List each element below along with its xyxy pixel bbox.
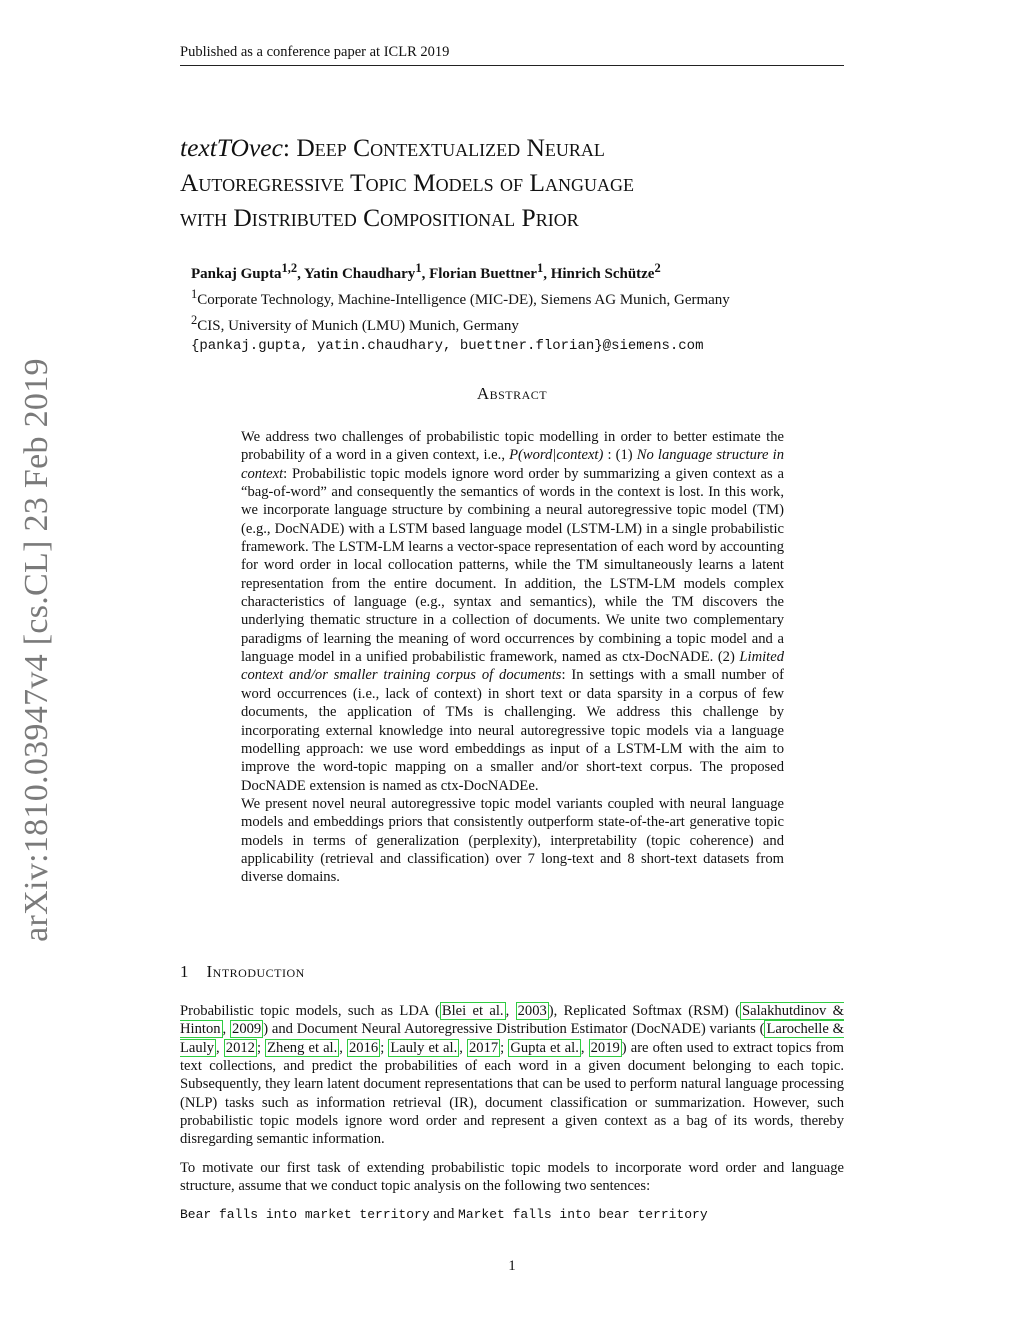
- affiliation-2: [191, 310, 831, 336]
- affiliation-1: [191, 284, 831, 310]
- abstract-text: : Probabilistic topic models ignore word order by summarizing a given context as a “bag-of-word” and consequently the semantics of words in the context is lost. In this work, we incorporate language structure by combining a neural autoregressive topic model (TM) (e.g., DocNADE) with a LSTM based language model (LSTM-LM) in a single probabilistic framework. The LSTM-LM learns a vector-space representation of each word by accounting for word order in local collocation patterns, while the TM simultaneously learns a latent representation from the entire document. In addition, the LSTM-LM models complex characteristics of language (e.g., syntax and semantics), while the TM discovers the underlying thematic structure in a collection of documents. We unite two complementary paradigms of learning the meaning of word occurrences by combining a topic model and a language model in a unified probabilistic framework, named as ctx-DocNADE. (2): [241, 465, 784, 666]
- example-conjunction: and: [429, 1206, 459, 1223]
- intro-text: ,: [505, 1003, 516, 1019]
- abstract-paragraph-1: [241, 428, 784, 795]
- introduction-body: [180, 1002, 844, 1235]
- intro-text: ,: [216, 1039, 224, 1056]
- arxiv-sidebar: [10, 355, 64, 945]
- citation-link[interactable]: 2019: [590, 1039, 620, 1056]
- example-sentence-2: Market falls into bear territory: [458, 1207, 708, 1223]
- author-1: Pankaj Gupta: [191, 266, 282, 282]
- arxiv-identifier: arXiv:1810.03947v4 [cs.CL] 23 Feb 2019: [18, 358, 55, 942]
- paper-title: [180, 130, 840, 235]
- citation-link[interactable]: Salakhutdinov & Hinton: [180, 1003, 845, 1038]
- section-number: 1: [180, 962, 189, 981]
- citation-link[interactable]: 2009: [232, 1021, 262, 1038]
- intro-text: ) are often used to extract topics from text collections, and predict the probabilities of each word in a given document belonging to each topic. Subsequently, they learn latent document representations that can be used to perform natural language processing (NLP) tasks such as information retrieval (IR), document classification or summarization. However, such probabilistic topic models ignore word order and represent a given context as a bag of its words, thereby disregarding semantic information.: [180, 1039, 845, 1148]
- intro-text: ) and Document Neural Autoregressive Distribution Estimator (DocNADE) variants (: [263, 1021, 765, 1038]
- author-2-sup: 1: [415, 261, 422, 275]
- title-line-2: Autoregressive Topic Models of Language: [180, 168, 634, 197]
- citation-link[interactable]: Blei et al.: [441, 1003, 504, 1019]
- author-names: [191, 258, 831, 284]
- example-sentences: [180, 1205, 844, 1224]
- example-sentence-1: Bear falls into market territory: [180, 1207, 430, 1223]
- intro-text: ;: [256, 1039, 266, 1056]
- affiliation-1-sup: 1: [191, 287, 198, 301]
- citation-link[interactable]: 2017: [468, 1039, 499, 1056]
- intro-text: ,: [339, 1039, 347, 1056]
- citation-link[interactable]: Larochelle & Lauly: [180, 1021, 844, 1056]
- intro-text: ), Replicated Softmax (RSM) (: [548, 1003, 740, 1019]
- citation-link[interactable]: 2016: [349, 1039, 379, 1056]
- intro-text: ;: [500, 1039, 509, 1056]
- abstract-math: P(word|context): [509, 447, 604, 464]
- title-italic: textTOvec: [180, 133, 283, 162]
- title-line-1: : Deep Contextualized Neural: [282, 133, 605, 162]
- author-3-sup: 1: [536, 261, 544, 275]
- affiliation-2-sup: 2: [191, 313, 198, 327]
- intro-paragraph-2: To motivate our first task of extending probabilistic topic models to incorporate word order and language structure, assume that we conduct topic analysis on the following two sentences:: [180, 1159, 844, 1195]
- abstract-body: [241, 428, 784, 887]
- abstract-text: We address two challenges of probabilistic topic modelling in order to better estimate the probability of a word in a given context, i.e.,: [241, 429, 784, 464]
- citation-link[interactable]: 2012: [225, 1039, 255, 1056]
- header-rule: [180, 65, 844, 66]
- citation-link[interactable]: 2003: [517, 1003, 547, 1019]
- intro-text: ;: [380, 1039, 389, 1056]
- intro-text: ,: [580, 1039, 589, 1056]
- abstract-emphasis: No language structure in context: [241, 447, 784, 482]
- page-number: 1: [508, 1258, 516, 1274]
- author-4-sup: 2: [654, 261, 661, 275]
- intro-text: Probabilistic topic models, such as LDA (: [180, 1003, 440, 1019]
- citation-link[interactable]: Lauly et al.: [390, 1039, 458, 1056]
- author-block: [191, 258, 831, 356]
- abstract-text: : In settings with a small number of word occurrences (i.e., lack of context) in short text or data sparsity in a corpus of few documents, the application of TMs is challenging. We address this challenge by incorporating external knowledge into neural autoregressive topic models via a language modelling approach: we use word embeddings as input of a LSTM-LM with the aim to improve the word-topic mapping on a smaller and/or short-text corpus. The proposed DocNADE extension is named as ctx-DocNADEe.: [241, 667, 784, 794]
- author-4: , Hinrich Schütze: [543, 266, 655, 282]
- author-emails: {pankaj.gupta, yatin.chaudhary, buettner.florian}@siemens.com: [191, 338, 704, 354]
- intro-text: ,: [459, 1039, 467, 1056]
- author-1-sup: 1,2: [281, 261, 298, 275]
- abstract-paragraph-2: We present novel neural autoregressive topic model variants coupled with neural language models and embeddings priors that consistently outperform state-of-the-art generative topic models in terms of generalization (perplexity), interpretability (topic coherence) and applicability (retrieval and classification) over 7 long-text and 8 short-text datasets from diverse domains.: [241, 795, 784, 886]
- author-2: , Yatin Chaudhary: [297, 266, 416, 282]
- affiliation-2-text: CIS, University of Munich (LMU) Munich, Germany: [197, 318, 519, 334]
- affiliation-1-text: Corporate Technology, Machine-Intelligence (MIC-DE), Siemens AG Munich, Germany: [197, 292, 730, 308]
- section-heading-introduction: [180, 962, 305, 982]
- citation-link[interactable]: Gupta et al.: [510, 1039, 579, 1056]
- author-3: , Florian Buettner: [421, 266, 537, 282]
- running-header: Published as a conference paper at ICLR 2019: [180, 44, 450, 60]
- intro-paragraph-1: [180, 1002, 844, 1149]
- abstract-heading: Abstract: [476, 384, 548, 403]
- title-line-3: with Distributed Compositional Prior: [180, 203, 579, 232]
- abstract-emphasis: Limited context and/or smaller training corpus of documents: [241, 649, 784, 684]
- intro-text: ,: [222, 1021, 231, 1038]
- abstract-text: : (1): [603, 447, 637, 464]
- citation-link[interactable]: Zheng et al.: [267, 1039, 338, 1056]
- section-title: Introduction: [206, 962, 305, 981]
